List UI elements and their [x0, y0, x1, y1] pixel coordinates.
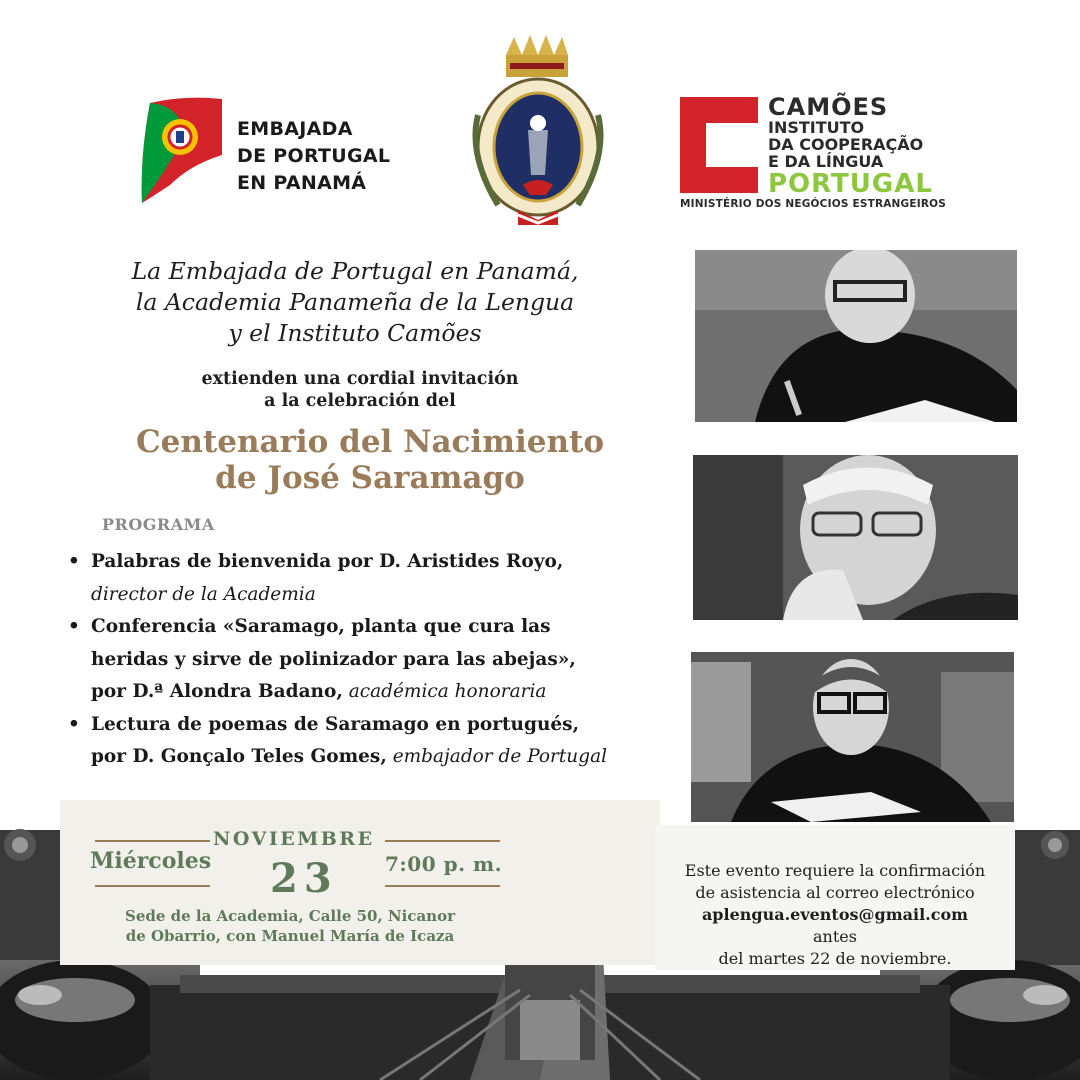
- saramago-photo-reading: [691, 652, 1014, 822]
- embajada-logo-text: [237, 116, 390, 197]
- rsvp-email[interactable]: aplengua.eventos@gmail.com: [701, 905, 969, 924]
- camoes-c-logo-icon: [680, 97, 758, 193]
- rsvp-note: [660, 860, 1010, 970]
- rsvp-line-2: de asistencia al correo electrónico: [695, 883, 975, 902]
- portugal-flag-emblem-icon: [140, 95, 230, 207]
- intro-text: [110, 256, 600, 349]
- event-time: 7:00 p. m.: [385, 852, 503, 876]
- bullet: •: [68, 551, 80, 572]
- program-item-3-role: embajador de Portugal: [392, 746, 608, 767]
- event-title-line-2: de José Saramago: [215, 460, 525, 496]
- event-title-line-1: Centenario del Nacimiento: [135, 424, 605, 460]
- event-weekday: Miércoles: [90, 848, 212, 874]
- divider: [385, 840, 500, 842]
- program-item-3: [68, 709, 668, 774]
- bullet: •: [68, 713, 80, 735]
- embajada-line-1: EMBAJADA: [237, 118, 353, 140]
- divider: [95, 885, 210, 887]
- program-item-3-speaker: por D. Gonçalo Teles Gomes,: [91, 746, 387, 767]
- program-item-2: [68, 611, 668, 709]
- venue-line-1: Sede de la Academia, Calle 50, Nicanor: [125, 907, 455, 925]
- divider: [385, 885, 500, 887]
- program-item-1-text: Palabras de bienvenida por D. Aristides Royo,: [91, 551, 564, 572]
- intro-line-2: la Academia Panameña de la Lengua: [135, 288, 575, 316]
- embajada-line-3: EN PANAMÁ: [237, 172, 367, 194]
- camoes-sub-3: E DA LÍNGUA: [768, 152, 884, 171]
- invite-line-1: extienden una cordial invitación: [201, 369, 519, 389]
- camoes-title: CAMÕES: [768, 93, 889, 121]
- program-item-1: [68, 546, 668, 611]
- event-day: 23: [270, 855, 338, 902]
- invite-line-2: a la celebración del: [264, 391, 456, 411]
- camoes-sub-2: DA COOPERAÇÃO: [768, 135, 924, 154]
- embajada-line-2: DE PORTUGAL: [237, 145, 391, 167]
- program-item-2-role: académica honoraria: [348, 681, 547, 702]
- intro-line-1: La Embajada de Portugal en Panamá,: [131, 257, 579, 285]
- intro-line-3: y el Instituto Camões: [228, 319, 482, 347]
- camoes-country: PORTUGAL: [768, 169, 933, 199]
- program-item-3-line-1: Lectura de poemas de Saramago en portugués,: [91, 713, 580, 735]
- rsvp-line-3-tail: antes: [813, 927, 857, 946]
- saramago-photo-portrait: [693, 455, 1018, 620]
- event-title: [110, 424, 630, 496]
- saramago-photo-writing: [695, 250, 1017, 422]
- rsvp-line-4: del martes 22 de noviembre.: [718, 949, 952, 968]
- divider: [95, 840, 210, 842]
- program-item-2-speaker: por D.ª Alondra Badano,: [91, 681, 343, 702]
- camoes-ministry: MINISTÉRIO DOS NEGÓCIOS ESTRANGEIROS: [680, 198, 947, 210]
- invite-text: [120, 368, 600, 412]
- camoes-logo-text: [768, 95, 933, 197]
- rsvp-line-1: Este evento requiere la confirmación: [684, 861, 986, 880]
- event-month: NOVIEMBRE: [213, 828, 375, 850]
- bullet: •: [68, 616, 80, 637]
- rsvp-line-3: [660, 904, 1010, 948]
- academia-crest-logo: [468, 35, 608, 225]
- program-item-2-line-2: heridas y sirve de polinizador para las abejas»,: [91, 648, 576, 670]
- program-item-1-role: director de la Academia: [91, 583, 316, 605]
- program-label: PROGRAMA: [102, 515, 215, 534]
- event-venue: [110, 906, 470, 946]
- camoes-sub-1: INSTITUTO: [768, 118, 865, 137]
- program-item-2-line-1: Conferencia «Saramago, planta que cura las: [91, 616, 551, 637]
- program-list: [68, 546, 668, 774]
- venue-line-2: de Obarrio, con Manuel María de Icaza: [125, 927, 455, 945]
